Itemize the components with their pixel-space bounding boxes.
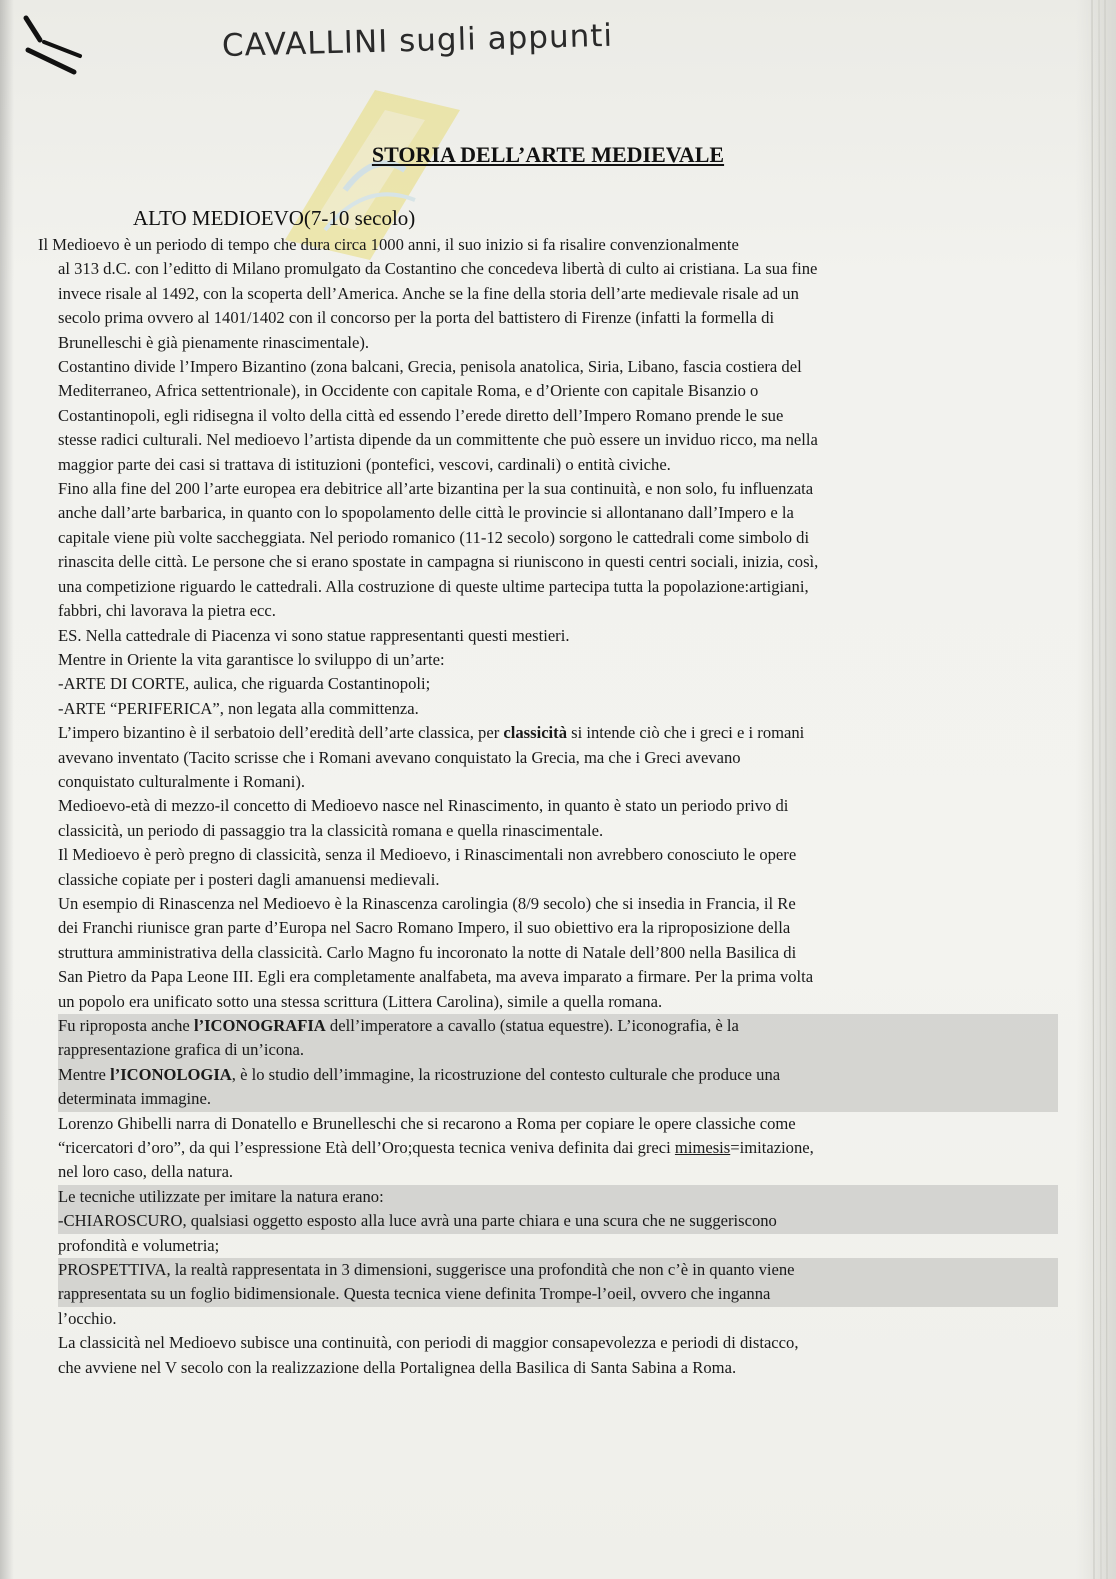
text-line: un popolo era unificato sotto una stessa scrittura (Littera Carolina), simile a quella romana. <box>58 991 663 1011</box>
text-line: al 313 d.C. con l’editto di Milano promulgato da Costantino che concedeva libertà di culto ai cristiana. La sua fine <box>58 259 818 279</box>
text-line: Mediterraneo, Africa settentrionale), in Occidente con capitale Roma, e d’Oriente con capitale Bisanzio o <box>58 381 759 401</box>
text-line: secolo prima ovvero al 1401/1402 con il concorso per la porta del battistero di Firenze (infatti la formella di <box>58 308 775 328</box>
document-title: STORIA DELL’ARTE MEDIEVALE <box>371 142 725 167</box>
text-line: rappresentazione grafica di un’icona. <box>58 1038 1058 1062</box>
text-line: determinata immagine. <box>58 1087 1058 1111</box>
text-line: Costantino divide l’Impero Bizantino (zona balcani, Grecia, penisola anatolica, Siria, Libano, fascia costiera del <box>58 357 802 377</box>
text-line: -ARTE “PERIFERICA”, non legata alla committenza. <box>58 698 419 718</box>
text-line: Costantinopoli, egli ridisegna il volto della città ed essendo l’erede diretto dell’Impero Romano prende le sue <box>58 405 784 425</box>
section-heading: ALTO MEDIOEVO(7-10 secolo) <box>133 206 416 230</box>
text-line <box>58 1014 1058 1038</box>
text-line: dei Franchi riunisce gran parte d’Europa nel Sacro Romano Impero, il suo obiettivo era la riproposizione della <box>58 918 791 938</box>
text-line: struttura amministrativa della classicità. Carlo Magno fu incoronato la notte di Natale dell’800 nella Basilica di <box>58 942 797 962</box>
text-line: nel loro caso, della natura. <box>58 1162 234 1182</box>
text-line: Medioevo-età di mezzo-il concetto di Medioevo nasce nel Rinascimento, in quanto è stato un periodo privo di <box>58 796 789 816</box>
text-line <box>58 1136 1058 1160</box>
handwritten-slash-marks-icon <box>14 12 94 82</box>
text-segment: Mentre <box>58 1064 111 1084</box>
text-segment: “ricercatori d’oro”, da qui l’espressione Età dell’Oro;questa tecnica veniva definita dai greci <box>58 1138 675 1158</box>
text-line: fabbri, chi lavorava la pietra ecc. <box>58 601 276 621</box>
text-line <box>58 721 1058 745</box>
text-segment: dell’imperatore a cavallo (statua equestre). L’iconografia, è la <box>325 1016 739 1035</box>
text-line: Lorenzo Ghibelli narra di Donatello e Brunelleschi che si recarono a Roma per copiare le opere classiche come <box>58 1113 796 1133</box>
text-line: Il Medioevo è però pregno di classicità, senza il Medioevo, i Rinascimentali non avrebbero conosciuto le opere <box>58 845 797 865</box>
text-segment: =imitazione, <box>730 1138 814 1158</box>
text-line: rinascita delle città. Le persone che si erano spostate in campagna si riuniscono in questi centri sociali, inizia, così, <box>58 552 819 572</box>
text-segment: Fu riproposta anche <box>58 1016 194 1035</box>
text-line: La classicità nel Medioevo subisce una continuità, con periodi di maggior consapevolezza e periodi di distacco, <box>58 1333 799 1353</box>
text-line: Un esempio di Rinascenza nel Medioevo è la Rinascenza carolingia (8/9 secolo) che si insedia in Francia, il Re <box>58 893 796 913</box>
term-iconografia: l’ICONOGRAFIA <box>193 1016 326 1035</box>
text-segment: , è lo studio dell’immagine, la ricostruzione del contesto culturale che produce una <box>231 1064 781 1084</box>
text-line: anche dall’arte barbarica, in quanto con lo spopolamento delle città le provincie si allontanano dall’Impero e la <box>58 503 794 523</box>
text-line: stesse radici culturali. Nel medioevo l’artista dipende da un committente che può essere un inviduo ricco, ma nella <box>58 430 818 450</box>
text-line: Le tecniche utilizzate per imitare la natura erano: <box>58 1185 1058 1209</box>
text-line: Mentre in Oriente la vita garantisce lo sviluppo di un’arte: <box>58 649 445 669</box>
text-line: l’occhio. <box>58 1308 117 1328</box>
text-line: Fino alla fine del 200 l’arte europea era debitrice all’arte bizantina per la sua continuità, e non solo, fu influenzata <box>58 479 814 499</box>
text-line: conquistato culturalmente i Romani). <box>58 771 306 791</box>
text-line: Il Medioevo è un periodo di tempo che dura circa 1000 anni, il suo inizio si fa risalire convenzionalmente <box>38 235 739 254</box>
text-line: una competizione riguardo le cattedrali. Alla costruzione di queste ultime partecipa tutta la popolazione:artigiani, <box>58 576 809 596</box>
text-line: avevano inventato (Tacito scrisse che i Romani avevano conquistato la Grecia, ma che i Greci avevano <box>58 747 741 767</box>
text-line <box>58 1063 1058 1087</box>
document-body <box>38 233 1058 1380</box>
text-line: ES. Nella cattedrale di Piacenza vi sono statue rappresentanti questi mestieri. <box>58 625 570 645</box>
text-line: rappresentata su un foglio bidimensionale. Questa tecnica viene definita Trompe-l’oeil, ovvero che inganna <box>58 1282 1058 1306</box>
text-line: classicità, un periodo di passaggio tra la classicità romana e quella rinascimentale. <box>58 820 604 840</box>
text-line: classiche copiate per i posteri dagli amanuensi medievali. <box>58 869 440 889</box>
term-iconologia: l’ICONOLOGIA <box>110 1064 232 1084</box>
stacked-pages-edge <box>1086 0 1110 1579</box>
text-line: che avviene nel V secolo con la realizzazione della Portalignea della Basilica di Santa Sabina a Roma. <box>58 1357 737 1377</box>
text-line: -CHIAROSCURO, qualsiasi oggetto esposto alla luce avrà una parte chiara e una scura che ne suggeriscono <box>58 1209 1058 1233</box>
text-line: San Pietro da Papa Leone III. Egli era completamente analfabeta, ma aveva imparato a firmare. Per la prima volta <box>58 967 814 987</box>
text-line: maggior parte dei casi si trattava di istituzioni (pontefici, vescovi, cardinali) o entità civiche. <box>58 454 671 474</box>
page-shadow-left <box>0 0 14 1579</box>
text-line: -ARTE DI CORTE, aulica, che riguarda Costantinopoli; <box>58 674 431 694</box>
text-segment: L’impero bizantino è il serbatoio dell’eredità dell’arte classica, per <box>58 723 504 743</box>
text-line: profondità e volumetria; <box>58 1235 220 1255</box>
text-line: Brunelleschi è già pienamente rinascimentale). <box>58 332 370 352</box>
handwritten-note: CAVALLINI sugli appunti <box>221 17 614 64</box>
text-line: PROSPETTIVA, la realtà rappresentata in 3 dimensioni, suggerisce una profondità che non c’è in quanto viene <box>58 1258 1058 1282</box>
text-line: invece risale al 1492, con la scoperta dell’America. Anche se la fine della storia dell’arte medievale risale ad un <box>58 283 799 303</box>
term-mimesis: mimesis <box>674 1138 731 1158</box>
text-segment: si intende ciò che i greci e i romani <box>567 723 805 743</box>
term-classicita: classicità <box>503 723 567 743</box>
text-line: capitale viene più volte saccheggiata. Nel periodo romanico (11-12 secolo) sorgono le cattedrali come simbolo di <box>58 527 810 547</box>
